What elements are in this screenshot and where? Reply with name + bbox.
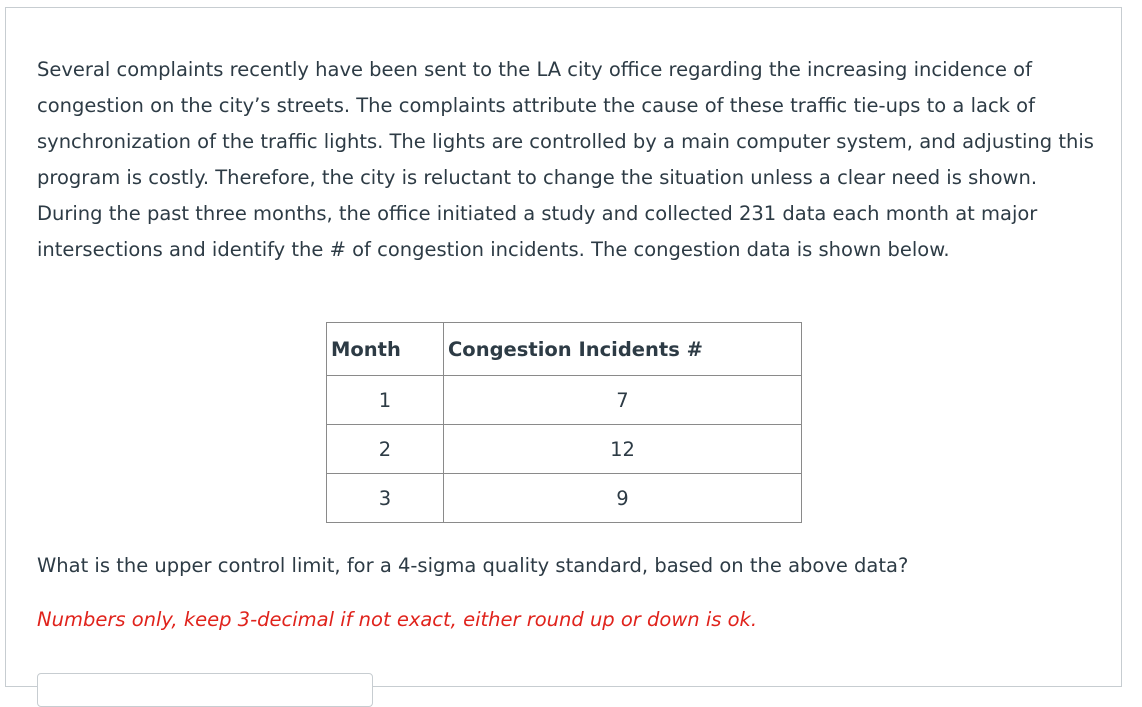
congestion-data-table xyxy=(326,322,802,523)
answer-instruction: Numbers only, keep 3-decimal if not exact, either round up or down is ok. xyxy=(37,608,758,631)
month-cell: 1 xyxy=(327,376,444,425)
answer-input[interactable] xyxy=(37,673,373,707)
question-body: Several complaints recently have been sent to the LA city office regarding the increasing incidence of congestion on the city’s streets. The complaints attribute the cause of these traffic tie-ups to a lack of synchronization of the traffic lights. The lights are controlled by a main computer system, and adjusting this program is costly. Therefore, the city is reluctant to change the situation unless a clear need is shown. During the past three months, the office initiated a study and collected 231 data each month at major intersections and identify the # of congestion incidents. The congestion data is shown below. xyxy=(37,58,1094,261)
month-cell: 2 xyxy=(327,425,444,474)
table-header-row xyxy=(327,323,802,376)
incidents-cell: 12 xyxy=(444,425,802,474)
table-row xyxy=(327,376,802,425)
month-cell: 3 xyxy=(327,474,444,523)
question-prompt: What is the upper control limit, for a 4-sigma quality standard, based on the above data? xyxy=(37,554,909,577)
table-row xyxy=(327,425,802,474)
column-header-month: Month xyxy=(327,323,444,376)
column-header-incidents: Congestion Incidents # xyxy=(444,323,802,376)
incidents-cell: 7 xyxy=(444,376,802,425)
table-row xyxy=(327,474,802,523)
incidents-cell: 9 xyxy=(444,474,802,523)
